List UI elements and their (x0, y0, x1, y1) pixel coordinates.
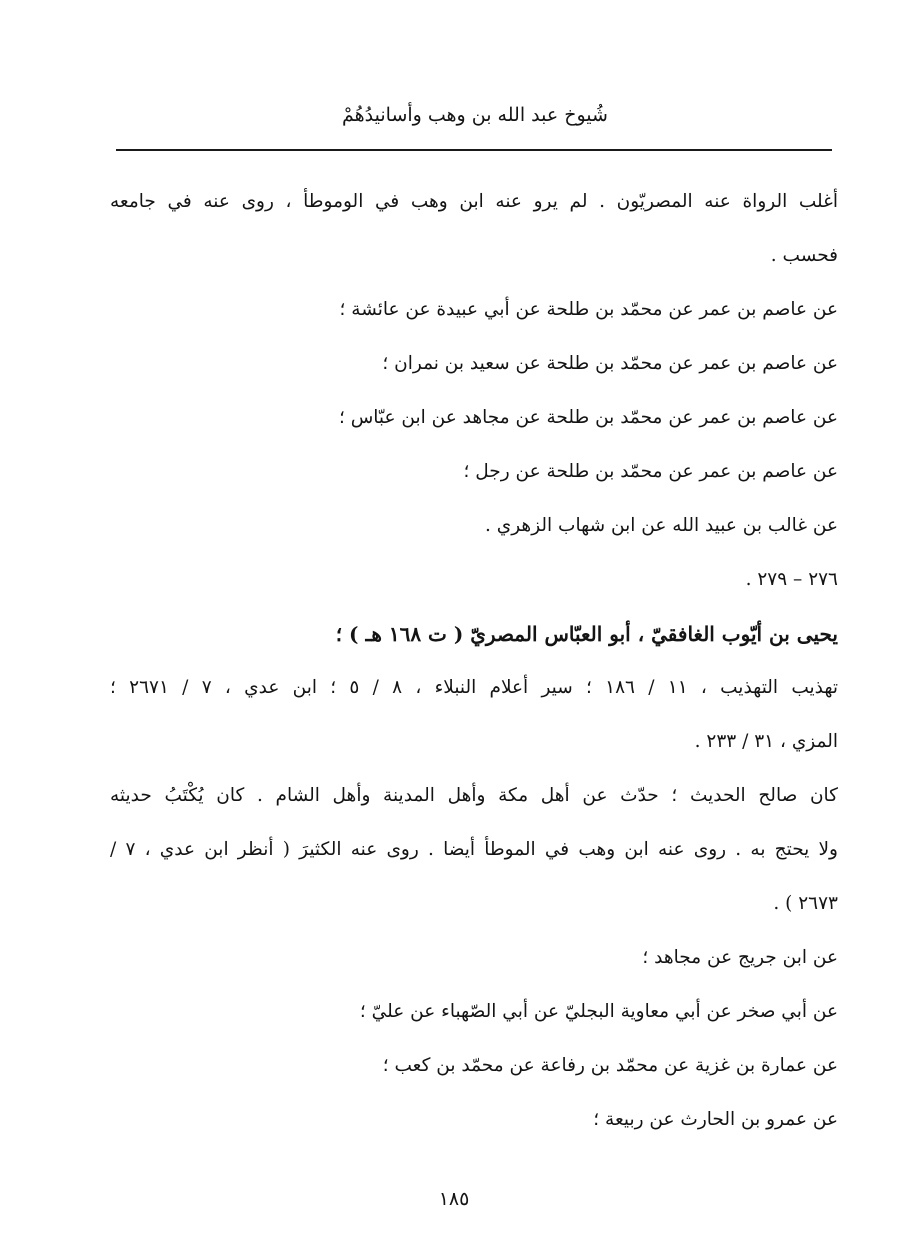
chain-line: عن عمرو بن الحارث عن ربيعة ؛ (593, 1109, 838, 1130)
text-line: ٢٦٧٣ ) . (773, 893, 838, 914)
reference-line: المزي ، ٣١ / ٢٣٣ . (694, 731, 838, 752)
chain-line: عن عاصم بن عمر عن محمّد بن طلحة عن رجل ؛ (463, 461, 838, 482)
chain-line: عن أبي صخر عن أبي معاوية البجليّ عن أبي الصّهباء عن عليّ ؛ (359, 1001, 838, 1022)
chain-line: عن عمارة بن غزية عن محمّد بن رفاعة عن محمّد بن كعب ؛ (382, 1055, 838, 1076)
entry-heading: يحيى بن أيّوب الغافقيّ ، أبو العبّاس المصريّ ( ت ١٦٨ هـ ) ؛ (335, 622, 838, 646)
running-header: شُيوخ عبد الله بن وهب وأسانيدُهُمْ (342, 104, 608, 126)
page-number: ١٨٥ (438, 1188, 470, 1210)
chain-line: عن عاصم بن عمر عن محمّد بن طلحة عن أبي عبيدة عن عائشة ؛ (339, 299, 838, 320)
entry-range: ٢٧٦ – ٢٧٩ . (745, 569, 838, 590)
reference-line: تهذيب التهذيب ، ١١ / ١٨٦ ؛ سير أعلام النبلاء ، ٨ / ٥ ؛ ابن عدي ، ٧ / ٢٦٧١ ؛ (110, 677, 838, 698)
chain-line: عن غالب بن عبيد الله عن ابن شهاب الزهري . (484, 515, 838, 536)
header-rule (116, 149, 832, 151)
text-line: كان صالح الحديث ؛ حدّث عن أهل مكة وأهل المدينة وأهل الشام . كان يُكْتَبُ حديثه (110, 785, 838, 806)
chain-line: عن عاصم بن عمر عن محمّد بن طلحة عن سعيد بن نمران ؛ (382, 353, 838, 374)
text-line: فحسب . (770, 245, 838, 266)
text-line: أغلب الرواة عنه المصريّون . لم يرو عنه ابن وهب في الوموطأ ، روى عنه في جامعه (110, 191, 838, 212)
chain-line: عن عاصم بن عمر عن محمّد بن طلحة عن مجاهد عن ابن عبّاس ؛ (338, 407, 838, 428)
body-text (110, 178, 838, 1150)
chain-line: عن ابن جريج عن مجاهد ؛ (642, 947, 838, 968)
text-line: ولا يحتج به . روى عنه ابن وهب في الموطأ أيضا . روى عنه الكثيرَ ( أنظر ابن عدي ، ٧ / (110, 839, 838, 860)
